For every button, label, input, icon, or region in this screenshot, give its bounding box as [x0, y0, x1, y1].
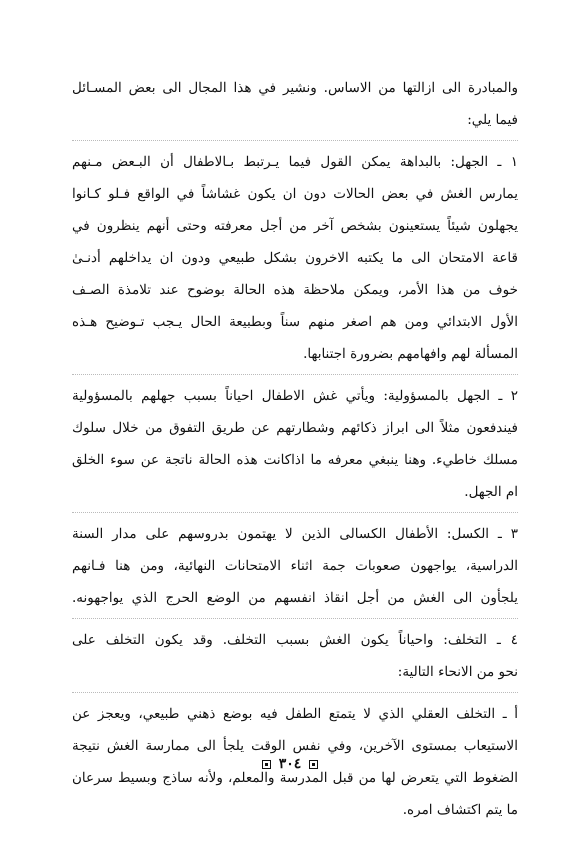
text-line: مسلك خاطيء. وهنا ينبغي معرفه ما اذاكانت هذه الحالة ناتجة عن سوء الخلق — [72, 452, 518, 468]
text-line: الدراسية، يواجهون صعوبات جمة اثناء الامتحانات النهائية، ومن هنا فـانهم — [72, 558, 518, 574]
text-line: ما يتم اكتشاف امره. — [402, 802, 518, 818]
text-line: ام الجهل. — [464, 484, 518, 500]
text-line: الاستيعاب بمستوى الآخرين، وفي نفس الوقت يلجأ الى ممارسة الغش نتيجة — [72, 738, 518, 754]
separator — [72, 692, 518, 694]
section-responsibility-line: ٢ ـ الجهل بالمسؤولية: ويأتي غش الاطفال احياناً بسبب جهلهم بالمسؤولية — [72, 388, 518, 404]
page-footer — [0, 756, 580, 772]
text-line: والمبادرة الى ازالتها من الاساس. ونشير في هذا المجال الى بعض المسـائل — [72, 80, 518, 96]
separator — [72, 140, 518, 142]
page-body — [72, 72, 518, 826]
text-line: يمارس الغش في بعض الحالات دون ان يكون غشاشاً في الواقع فـلو كـانوا — [72, 186, 518, 202]
subsection-a-line: أ ـ التخلف العقلي الذي لا يتمتع الطفل فيه بوضع ذهني طبيعي، ويعجز عن — [72, 706, 518, 722]
section-backwardness-line: ٤ ـ التخلف: واحياناً يكون الغش بسبب التخلف. وقد يكون التخلف على — [72, 632, 518, 648]
separator — [72, 374, 518, 376]
text-line: الأول الابتدائي ومن هم اصغر منهم سناً وبطبيعة الحال يـجب تـوضيح هـذه — [72, 314, 518, 330]
separator — [72, 618, 518, 620]
section-laziness-line: ٣ ـ الكسل: الأطفال الكسالى الذين لا يهتمون بدروسهم على مدار السنة — [72, 526, 518, 542]
text-line: فيما يلي: — [467, 112, 518, 128]
text-line: فيندفعون مثلاً الى ابراز ذكائهم وشطارتهم عن طريق التفوق من خلال سلوك — [72, 420, 518, 436]
text-line: الضغوط التي يتعرض لها من قبل المدرسة والمعلم، ولأنه ساذج وبسيط سرعان — [72, 770, 518, 786]
text-line: خوف من هذا الأمر، ويمكن ملاحظة هذه الحالة بوضوح عند تلامذة الصـف — [72, 282, 518, 298]
section-jahl-line: ١ ـ الجهل: بالبداهة يمكن القول فيما يـرتبط بـالاطفال أن البـعض مـنهم — [72, 154, 518, 170]
text-line: المسألة لهم وافهامهم بضرورة اجتنابها. — [303, 346, 518, 362]
page-number: ٣٠٤ — [278, 756, 302, 772]
ornament-square-icon — [262, 760, 271, 769]
ornament-square-icon — [309, 760, 318, 769]
text-line: يجهلون شيئاً يستعينون بشخص آخر من أجل معرفته وحتى أنهم ينظرون في — [72, 218, 518, 234]
text-line: نحو من الانحاء التالية: — [397, 664, 518, 680]
separator — [72, 512, 518, 514]
text-line: يلجأون الى الغش من أجل انقاذ انفسهم من الوضع الحرج الذي يواجهونه. — [72, 590, 518, 606]
text-line: قاعة الامتحان الى ما يكتبه الاخرون بشكل طبيعي ودون ان يداخلهم أدنـىٰ — [72, 250, 518, 266]
